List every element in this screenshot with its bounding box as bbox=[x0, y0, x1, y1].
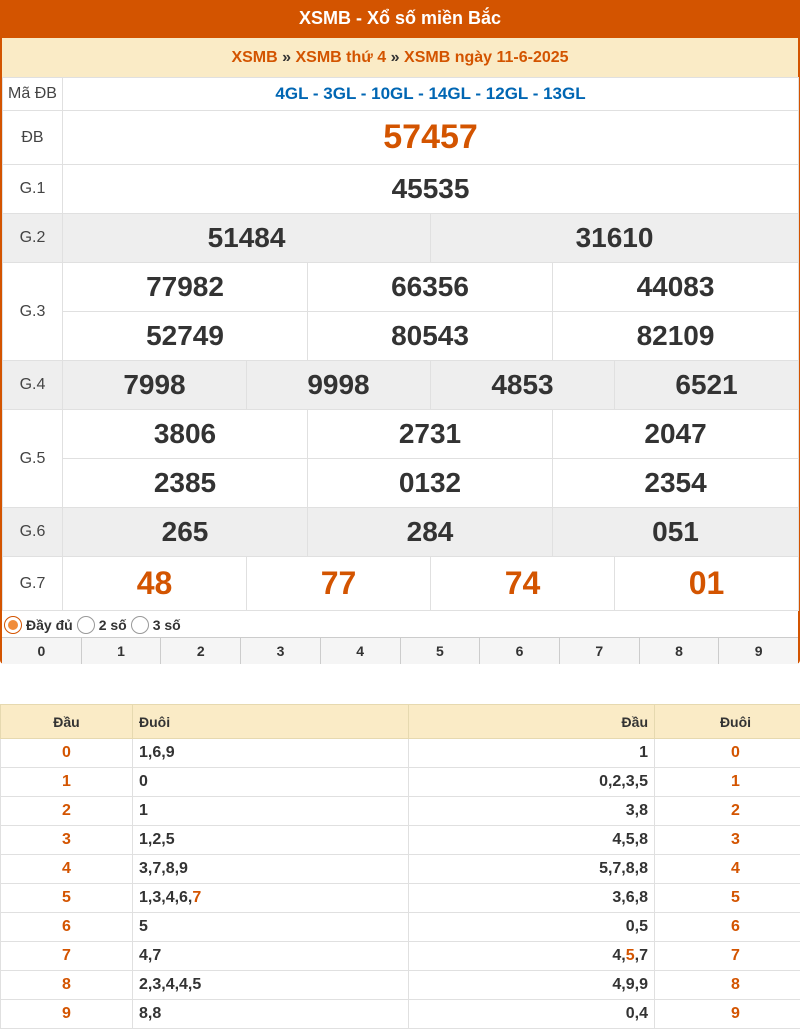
loto-duoi-right: 9 bbox=[655, 1000, 800, 1029]
g1-number: 45535 bbox=[63, 165, 799, 214]
digit-filter-bar bbox=[2, 637, 798, 664]
g3-number: 80543 bbox=[308, 312, 553, 361]
breadcrumb-link-weekday[interactable]: XSMB thứ 4 bbox=[296, 49, 387, 66]
loto-dau-right: 1 bbox=[409, 739, 655, 768]
g6-number: 284 bbox=[308, 508, 553, 557]
g3-number: 52749 bbox=[63, 312, 308, 361]
loto-duoi-text: 1,3,4,6, bbox=[139, 889, 192, 906]
loto-duoi: 2,3,4,4,5 bbox=[133, 971, 409, 1000]
loto-duoi-right: 0 bbox=[655, 739, 800, 768]
g6-number: 051 bbox=[553, 508, 799, 557]
loto-dau: 6 bbox=[1, 913, 133, 942]
loto-table bbox=[0, 704, 800, 1029]
g4-number: 4853 bbox=[431, 361, 615, 410]
loto-dau-right-text: 4, bbox=[612, 947, 625, 964]
ma-db-value: 4GL - 3GL - 10GL - 14GL - 12GL - 13GL bbox=[63, 78, 799, 111]
digit-filter-5[interactable]: 5 bbox=[401, 638, 481, 664]
loto-dau: 7 bbox=[1, 942, 133, 971]
loto-duoi-highlight: 7 bbox=[192, 889, 201, 906]
radio-full[interactable] bbox=[4, 616, 22, 634]
loto-dau-right-text: ,7 bbox=[635, 947, 648, 964]
g5-number: 2385 bbox=[63, 459, 308, 508]
table-row bbox=[1, 855, 800, 884]
loto-header-dau: Đầu bbox=[1, 705, 133, 739]
loto-duoi-right: 5 bbox=[655, 884, 800, 913]
g5-number: 2354 bbox=[553, 459, 799, 508]
loto-dau-right-highlight: 5 bbox=[626, 947, 635, 964]
special-prize-number: 57457 bbox=[63, 111, 799, 165]
loto-dau: 5 bbox=[1, 884, 133, 913]
g4-number: 9998 bbox=[247, 361, 431, 410]
digit-filter-3[interactable]: 3 bbox=[241, 638, 321, 664]
loto-dau: 0 bbox=[1, 739, 133, 768]
option-three-digits-label: 3 số bbox=[153, 617, 181, 633]
prize-label-g2: G.2 bbox=[3, 214, 63, 263]
radio-two-digits[interactable] bbox=[77, 616, 95, 634]
digit-filter-0[interactable]: 0 bbox=[2, 638, 82, 664]
option-two-digits-label: 2 số bbox=[99, 617, 127, 633]
option-two-digits[interactable] bbox=[77, 616, 127, 634]
loto-duoi: 1,6,9 bbox=[133, 739, 409, 768]
loto-dau: 1 bbox=[1, 768, 133, 797]
prize-label-g4: G.4 bbox=[3, 361, 63, 410]
loto-duoi: 8,8 bbox=[133, 1000, 409, 1029]
table-row bbox=[1, 826, 800, 855]
option-full[interactable] bbox=[4, 616, 73, 634]
display-options bbox=[4, 612, 185, 638]
loto-dau-right: 0,2,3,5 bbox=[409, 768, 655, 797]
breadcrumb-link-date[interactable]: XSMB ngày 11-6-2025 bbox=[404, 49, 569, 66]
loto-dau-right: 4,5,8 bbox=[409, 826, 655, 855]
loto-dau-right: 3,6,8 bbox=[409, 884, 655, 913]
digit-filter-2[interactable]: 2 bbox=[161, 638, 241, 664]
loto-duoi-right: 8 bbox=[655, 971, 800, 1000]
breadcrumb-link-xsmb[interactable]: XSMB bbox=[231, 49, 277, 66]
g2-number: 31610 bbox=[431, 214, 799, 263]
loto-dau: 8 bbox=[1, 971, 133, 1000]
loto-dau-right: 5,7,8,8 bbox=[409, 855, 655, 884]
breadcrumb-separator: » bbox=[391, 49, 400, 66]
table-row bbox=[1, 768, 800, 797]
prize-label-g7: G.7 bbox=[3, 557, 63, 611]
results-table bbox=[2, 77, 799, 611]
g7-number: 01 bbox=[615, 557, 799, 611]
loto-duoi-right: 3 bbox=[655, 826, 800, 855]
table-row bbox=[1, 971, 800, 1000]
option-full-label: Đầy đủ bbox=[26, 617, 73, 633]
g6-number: 265 bbox=[63, 508, 308, 557]
g7-number: 77 bbox=[247, 557, 431, 611]
prize-label-db: ĐB bbox=[3, 111, 63, 165]
table-row bbox=[1, 739, 800, 768]
loto-duoi: 1 bbox=[133, 797, 409, 826]
loto-dau-right: 4,9,9 bbox=[409, 971, 655, 1000]
prize-label-g1: G.1 bbox=[3, 165, 63, 214]
loto-dau: 9 bbox=[1, 1000, 133, 1029]
loto-duoi-right: 1 bbox=[655, 768, 800, 797]
loto-header-duoi: Đuôi bbox=[133, 705, 409, 739]
loto-duoi: 0 bbox=[133, 768, 409, 797]
digit-filter-6[interactable]: 6 bbox=[480, 638, 560, 664]
loto-dau: 4 bbox=[1, 855, 133, 884]
g7-number: 48 bbox=[63, 557, 247, 611]
digit-filter-4[interactable]: 4 bbox=[321, 638, 401, 664]
loto-duoi-right: 7 bbox=[655, 942, 800, 971]
breadcrumb-separator: » bbox=[282, 49, 291, 66]
table-row bbox=[1, 797, 800, 826]
g5-number: 0132 bbox=[308, 459, 553, 508]
g5-number: 3806 bbox=[63, 410, 308, 459]
g4-number: 6521 bbox=[615, 361, 799, 410]
breadcrumb bbox=[2, 38, 798, 77]
loto-duoi: 5 bbox=[133, 913, 409, 942]
table-row bbox=[1, 942, 800, 971]
loto-duoi-right: 2 bbox=[655, 797, 800, 826]
digit-filter-8[interactable]: 8 bbox=[640, 638, 720, 664]
digit-filter-1[interactable]: 1 bbox=[82, 638, 162, 664]
loto-header-dau-right: Đầu bbox=[409, 705, 655, 739]
digit-filter-9[interactable]: 9 bbox=[719, 638, 798, 664]
loto-dau-right: 0,5 bbox=[409, 913, 655, 942]
loto-duoi: 1,2,5 bbox=[133, 826, 409, 855]
loto-dau-right bbox=[409, 942, 655, 971]
radio-three-digits[interactable] bbox=[131, 616, 149, 634]
prize-label-g6: G.6 bbox=[3, 508, 63, 557]
prize-label-g5: G.5 bbox=[3, 410, 63, 508]
g7-number: 74 bbox=[431, 557, 615, 611]
page-title: XSMB - Xổ số miền Bắc bbox=[0, 0, 800, 38]
g5-number: 2047 bbox=[553, 410, 799, 459]
prize-label-g3: G.3 bbox=[3, 263, 63, 361]
loto-dau-right: 3,8 bbox=[409, 797, 655, 826]
table-row bbox=[1, 884, 800, 913]
g3-number: 82109 bbox=[553, 312, 799, 361]
digit-filter-7[interactable]: 7 bbox=[560, 638, 640, 664]
table-row bbox=[1, 1000, 800, 1029]
ma-db-label: Mã ĐB bbox=[3, 78, 63, 111]
loto-duoi-right: 6 bbox=[655, 913, 800, 942]
option-three-digits[interactable] bbox=[131, 616, 181, 634]
loto-header-duoi-right: Đuôi bbox=[655, 705, 800, 739]
loto-dau: 2 bbox=[1, 797, 133, 826]
g3-number: 66356 bbox=[308, 263, 553, 312]
g2-number: 51484 bbox=[63, 214, 431, 263]
table-row bbox=[1, 913, 800, 942]
loto-dau-right: 0,4 bbox=[409, 1000, 655, 1029]
loto-duoi: 3,7,8,9 bbox=[133, 855, 409, 884]
g3-number: 77982 bbox=[63, 263, 308, 312]
loto-dau: 3 bbox=[1, 826, 133, 855]
g5-number: 2731 bbox=[308, 410, 553, 459]
loto-duoi bbox=[133, 884, 409, 913]
loto-duoi-right: 4 bbox=[655, 855, 800, 884]
g3-number: 44083 bbox=[553, 263, 799, 312]
g4-number: 7998 bbox=[63, 361, 247, 410]
loto-duoi: 4,7 bbox=[133, 942, 409, 971]
